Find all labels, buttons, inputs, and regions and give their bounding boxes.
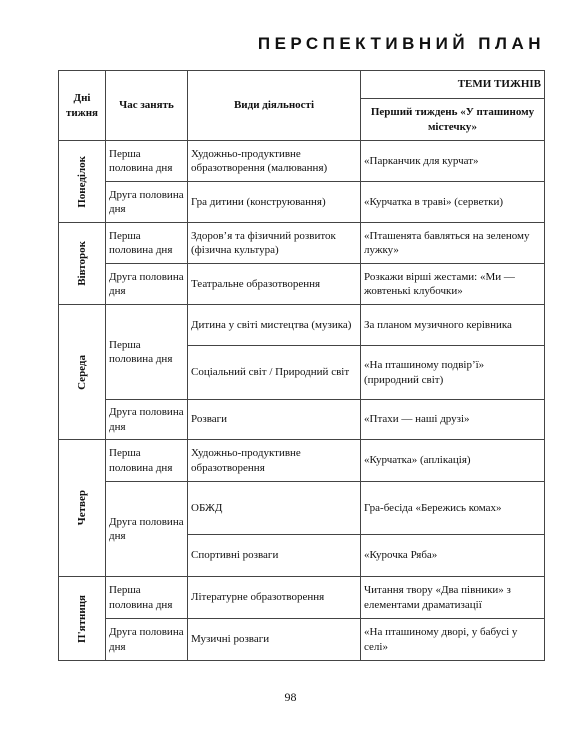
theme-cell: Гра-бесіда «Бережись комах»: [361, 482, 545, 535]
table-row: [59, 577, 545, 619]
day-wednesday: Середа: [59, 305, 106, 440]
time-cell: Перша половина дня: [106, 440, 188, 482]
table-row: [59, 182, 545, 223]
time-cell: Друга половина дня: [106, 400, 188, 440]
theme-cell: «На пташиному дворі, у бабусі у селі»: [361, 619, 545, 661]
header-week: Перший тиждень «У пташиному містечку»: [361, 99, 545, 141]
theme-cell: «Пташенята бавляться на зеленому лужку»: [361, 223, 545, 264]
theme-cell: «Курчатка в траві» (серветки): [361, 182, 545, 223]
activity-cell: Дитина у світі мистецтва (музика): [188, 305, 361, 346]
day-tuesday: Вівторок: [59, 223, 106, 305]
theme-cell: «Курчатка» (аплікація): [361, 440, 545, 482]
plan-table: [58, 70, 545, 661]
theme-cell: Розкажи вірші жестами: «Ми — жовтенькі клубочки»: [361, 264, 545, 305]
day-friday: П'ятниця: [59, 577, 106, 661]
activity-cell: Художньо-продуктивне образотворення: [188, 440, 361, 482]
header-time: Час занять: [106, 71, 188, 141]
time-cell: Друга половина дня: [106, 482, 188, 577]
activity-cell: Здоров’я та фізичний розвиток (фізична культура): [188, 223, 361, 264]
activity-cell: Гра дитини (конструювання): [188, 182, 361, 223]
header-themes: ТЕМИ ТИЖНІВ: [361, 71, 545, 99]
activity-cell: Театральне образотворення: [188, 264, 361, 305]
time-cell: Друга половина дня: [106, 264, 188, 305]
activity-cell: Спортивні розваги: [188, 535, 361, 577]
table-row: [59, 305, 545, 346]
table-row: [59, 440, 545, 482]
theme-cell: «Птахи — наші друзі»: [361, 400, 545, 440]
theme-cell: «Курочка Ряба»: [361, 535, 545, 577]
time-cell: Перша половина дня: [106, 305, 188, 400]
table-row: [59, 264, 545, 305]
day-thursday: Четвер: [59, 440, 106, 577]
table-row: [59, 400, 545, 440]
theme-cell: Читання твору «Два півники» з елементами драматизації: [361, 577, 545, 619]
time-cell: Перша половина дня: [106, 577, 188, 619]
header-activities: Види діяльності: [188, 71, 361, 141]
activity-cell: Соціальний світ / Природний світ: [188, 346, 361, 400]
table-row: [59, 141, 545, 182]
activity-cell: ОБЖД: [188, 482, 361, 535]
theme-cell: За планом музичного керівника: [361, 305, 545, 346]
table-row: [59, 619, 545, 661]
activity-cell: Музичні розваги: [188, 619, 361, 661]
theme-cell: «На пташиному подвір’ї» (природний світ): [361, 346, 545, 400]
page-number: 98: [284, 690, 297, 704]
day-monday: Понеділок: [59, 141, 106, 223]
theme-cell: «Парканчик для курчат»: [361, 141, 545, 182]
activity-cell: Розваги: [188, 400, 361, 440]
activity-cell: Художньо-продуктивне образотворення (малювання): [188, 141, 361, 182]
time-cell: Друга половина дня: [106, 182, 188, 223]
time-cell: Перша половина дня: [106, 141, 188, 182]
header-days: Дні тижня: [59, 71, 106, 141]
page-title: ПЕРСПЕКТИВНИЙ ПЛАН: [257, 34, 545, 53]
time-cell: Друга половина дня: [106, 619, 188, 661]
table-row: [59, 482, 545, 535]
table-row: [59, 223, 545, 264]
activity-cell: Літературне образотворення: [188, 577, 361, 619]
time-cell: Перша половина дня: [106, 223, 188, 264]
